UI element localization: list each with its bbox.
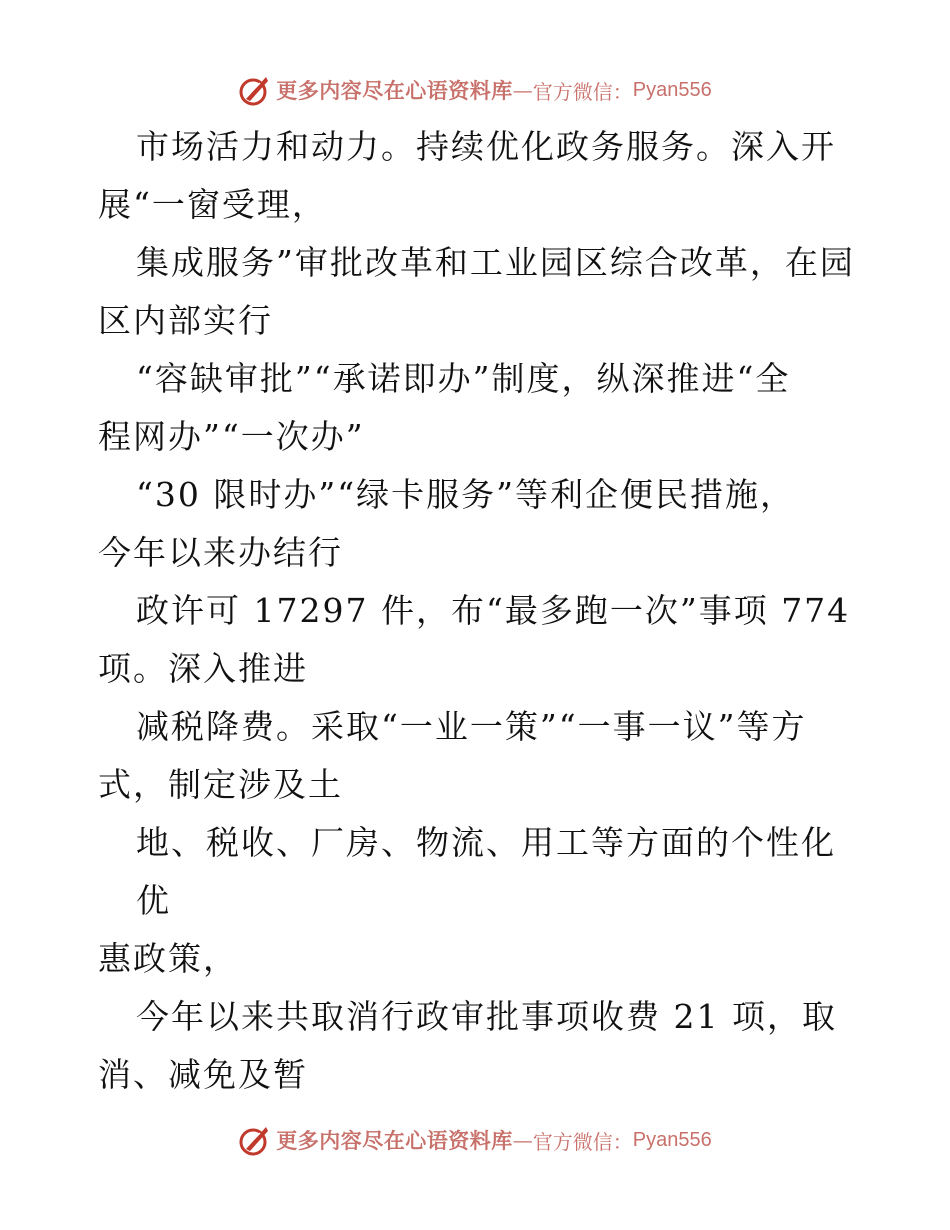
paragraph-line: 市场活力和动力。持续优化政务服务。深入开 (136, 127, 836, 166)
paragraph-line: 今年以来共取消行政审批事项收费 21 项，取 (136, 997, 837, 1036)
paragraph (98, 814, 858, 988)
quill-logo-icon (238, 1123, 272, 1157)
footer-wechat-handle: Pyan556 (632, 1128, 712, 1151)
paragraph (98, 350, 858, 466)
paragraph-line: 程网办”“一次办” (98, 417, 365, 456)
paragraph-line: 式，制定涉及土 (98, 765, 343, 804)
paragraph (98, 582, 858, 698)
footer-brand-text: 更多内容尽在心语资料库 (276, 1128, 513, 1153)
paragraph-line: 惠政策， (98, 939, 238, 978)
paragraph-line: 减税降费。采取“一业一策”“一事一议”等方 (136, 707, 807, 746)
paragraph-line: 政许可 17297 件，布“最多跑一次”事项 774 (136, 591, 851, 630)
paragraph-line: “容缺审批”“承诺即办”制度，纵深推进“全 (136, 359, 791, 398)
paragraph-line: 今年以来办结行 (98, 533, 343, 572)
footer-wechat-label: 官方微信： (532, 1129, 633, 1154)
paragraph-line: 区内部实行 (98, 301, 273, 340)
paragraph-line: 展“一窗受理， (98, 185, 327, 224)
paragraph-line: “30 限时办”“绿卡服务”等利企便民措施， (136, 475, 795, 514)
paragraph (98, 466, 858, 582)
paragraph-line: 地、税收、厂房、物流、用工等方面的个性化优 (136, 823, 836, 920)
paragraph (98, 988, 858, 1104)
header-wechat-label: 官方微信： (532, 79, 633, 104)
paragraph (98, 118, 858, 234)
header-wechat-handle: Pyan556 (632, 78, 712, 101)
footer-banner (0, 1120, 950, 1160)
header-banner (0, 70, 950, 110)
paragraph (98, 698, 858, 814)
document-body (98, 118, 858, 1104)
header-dash: — (512, 78, 533, 102)
paragraph-line: 消、减免及暂 (98, 1055, 308, 1094)
paragraph-line: 集成服务”审批改革和工业园区综合改革，在园 (136, 243, 855, 282)
header-brand-text: 更多内容尽在心语资料库 (276, 78, 513, 103)
quill-logo-icon (238, 73, 272, 107)
footer-dash: — (512, 1128, 533, 1152)
paragraph (98, 234, 858, 350)
paragraph-line: 项。深入推进 (98, 649, 308, 688)
